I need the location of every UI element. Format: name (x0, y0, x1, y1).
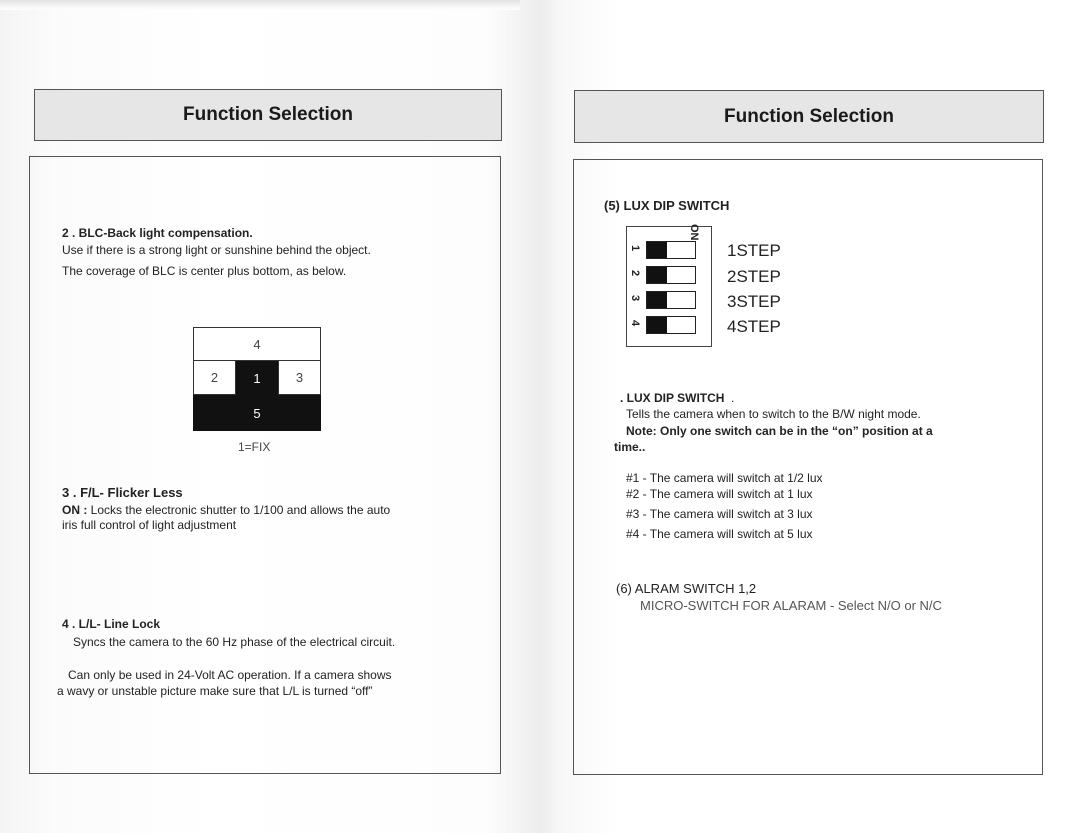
lux-item-3: #3 - The camera will switch at 3 lux (626, 507, 813, 521)
dip-knob-1 (647, 242, 667, 258)
dip-switch-4 (646, 316, 696, 334)
lux-item-2: #2 - The camera will switch at 1 lux (626, 487, 813, 501)
alarm-description: MICRO-SWITCH FOR ALARAM - Select N/O or N/C (640, 598, 942, 613)
dip-num-3: 3 (629, 294, 641, 302)
lux-sub-heading-dot: . (731, 391, 735, 405)
flicker-line-1-text: Locks the electronic shutter to 1/100 and allows the auto (87, 503, 391, 517)
right-page-title: Function Selection (574, 90, 1044, 143)
dip-knob-3 (647, 292, 667, 308)
alarm-heading: (6) ALRAM SWITCH 1,2 (616, 581, 757, 596)
blc-line-1: Use if there is a strong light or sunshine behind the object. (62, 243, 371, 257)
step-label-4: 4STEP (727, 317, 781, 336)
blc-cell-bottom: 5 (193, 395, 321, 431)
line-lock-heading: 4 . L/L- Line Lock (62, 617, 161, 631)
flicker-line-1 (62, 503, 390, 518)
step-label-1: 1STEP (727, 241, 781, 260)
blc-cell-left: 2 (193, 361, 236, 395)
blc-cell-right: 3 (278, 361, 321, 395)
blc-heading: 2 . BLC-Back light compensation. (62, 226, 253, 240)
blc-line-2: The coverage of BLC is center plus bottom, as below. (62, 264, 347, 278)
step-label-2: 2STEP (727, 267, 781, 286)
lux-sub-heading: . LUX DIP SWITCH (620, 391, 725, 405)
dip-on-label: ON (688, 224, 700, 241)
dip-knob-4 (647, 317, 667, 333)
dip-switch-2 (646, 266, 696, 284)
dip-num-4: 4 (629, 319, 641, 327)
blc-cell-center: 1 (236, 361, 278, 395)
lux-heading: (5) LUX DIP SWITCH (604, 198, 730, 213)
lux-note-line-2: time.. (614, 440, 646, 454)
line-lock-line-1: Syncs the camera to the 60 Hz phase of the electrical circuit. (73, 635, 396, 649)
flicker-line-2: iris full control of light adjustment (62, 518, 237, 532)
dip-num-2: 2 (629, 269, 641, 277)
lux-dip-switch-diagram (626, 226, 712, 347)
line-lock-line-3: a wavy or unstable picture make sure that L/L is turned “off” (57, 684, 373, 698)
left-page-title: Function Selection (34, 89, 502, 141)
lux-item-4: #4 - The camera will switch at 5 lux (626, 527, 813, 541)
blc-cell-top: 4 (193, 327, 321, 361)
flicker-heading: 3 . F/L- Flicker Less (62, 485, 183, 500)
dip-switch-1 (646, 241, 696, 259)
dip-switch-3 (646, 291, 696, 309)
blc-caption: 1=FIX (238, 440, 271, 454)
flicker-on-label: ON : (62, 503, 88, 517)
lux-item-1: #1 - The camera will switch at 1/2 lux (626, 471, 823, 485)
blc-diagram (193, 327, 321, 431)
lux-note-line-1: Note: Only one switch can be in the “on” position at a (626, 424, 933, 438)
page-top-edge (0, 0, 520, 10)
line-lock-line-2: Can only be used in 24-Volt AC operation. If a camera shows (68, 668, 392, 682)
step-label-3: 3STEP (727, 292, 781, 311)
dip-knob-2 (647, 267, 667, 283)
dip-num-1: 1 (629, 244, 641, 252)
lux-description: Tells the camera when to switch to the B/W night mode. (626, 407, 921, 421)
